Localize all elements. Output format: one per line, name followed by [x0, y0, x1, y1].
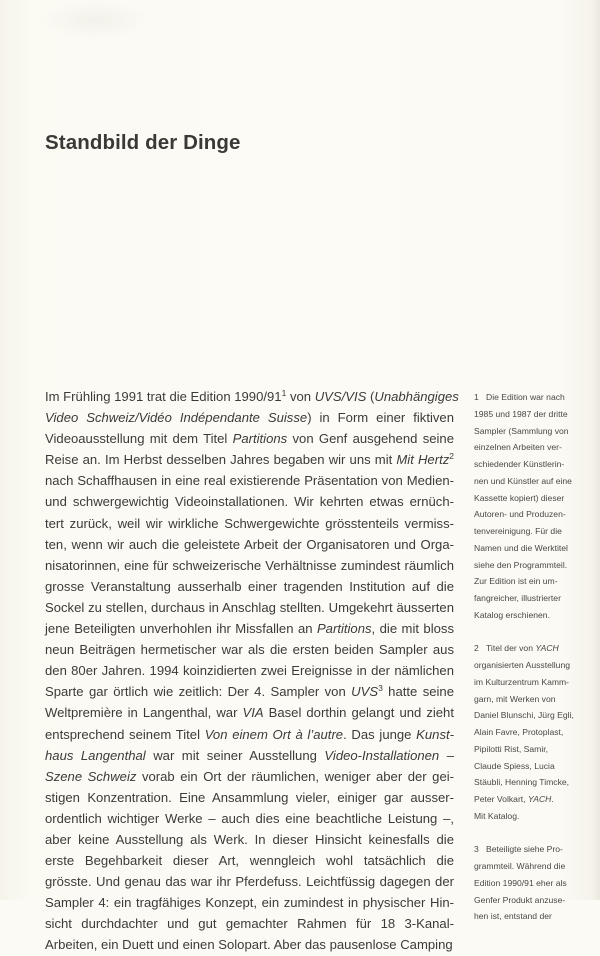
footnote-line [474, 456, 600, 473]
footnote-line [474, 423, 600, 440]
footnote-line [474, 875, 600, 892]
body-line [45, 428, 454, 449]
text-run: tert zurück, weil wir wirkliche Schwergewichte grösstenteils vermiss- [45, 515, 454, 531]
text-run: hatte seine [382, 684, 454, 700]
page-title: Standbild der Dinge [45, 131, 241, 154]
text-run: von Genf ausgehend seine [287, 431, 454, 447]
footnote-line [474, 657, 600, 674]
text-run: organisierten Ausstellung [474, 660, 571, 670]
italic-term: haus Langenthal [45, 747, 146, 763]
text-run: und schwergewichtig Videoinstallationen. Wir kehrten etwas ernüch- [45, 494, 454, 510]
footnote-line [474, 406, 600, 423]
text-run: Kassette kopiert) dieser [474, 492, 565, 503]
text-run: Beteiligte siehe Pro- [486, 844, 563, 855]
text-run: Alain Favre, Protoplast, [474, 727, 564, 737]
text-run: Sampler 4: ein tragfähiges Konzept, ein zumindest in physischer Hin- [45, 895, 454, 911]
body-line [45, 386, 459, 407]
body-line [45, 766, 454, 787]
body-line [45, 871, 454, 892]
footnote-line [474, 774, 600, 791]
body-paragraph [45, 386, 459, 956]
body-line [45, 449, 454, 470]
footnotes-column [474, 389, 600, 942]
footnote-line [474, 724, 600, 741]
body-line [45, 681, 454, 702]
body-line [45, 829, 454, 850]
text-run: aber keine Ausstellung als Werk. In dieser Hinsicht keinesfalls die [45, 831, 454, 847]
italic-term: Unabhängiges [374, 389, 459, 404]
body-line [45, 934, 454, 955]
footnote-line [474, 841, 600, 858]
body-line [45, 491, 454, 512]
text-run: Namen und die Werktitel [474, 542, 568, 553]
text-run: Sparte gar örtlich wie zeitlich: Der 4. Sampler von [45, 684, 352, 700]
text-run: , die mit bloss [371, 621, 454, 637]
text-run: ) in Form einer fiktiven [307, 410, 454, 426]
text-run: Autoren- und Produzen- [474, 509, 566, 520]
text-run: 1985 und 1987 der dritte [474, 408, 568, 419]
text-run: Peter Volkart, [474, 794, 528, 804]
italic-term: VIA [242, 705, 264, 721]
text-run: Mit Katalog. [474, 810, 520, 821]
footnote-line [474, 490, 600, 507]
italic-term: YACH [527, 794, 552, 804]
body-line [45, 618, 454, 639]
italic-term: Partitions [316, 621, 372, 637]
italic-term: YACH [535, 643, 559, 654]
footnote-line [474, 707, 600, 724]
body-line [45, 576, 454, 597]
text-run: Sockel zu stellen, durchaus in Anschlag stellten. Umgekehrt äusserten [45, 599, 454, 615]
text-run: nach Schaffhausen in eine real existierende Präsentation von Medien- [45, 473, 454, 489]
text-run: Stäubli, Henning Timcke, [474, 777, 570, 788]
body-line [45, 913, 454, 934]
italic-term: UVS/VIS [314, 389, 367, 404]
footnote-number: 3 [474, 844, 479, 855]
text-run: stigen Konzentration. Eine Ansammlung vieler, einiger gar ausser- [45, 789, 454, 805]
text-run: grammteil. Während die [474, 861, 566, 871]
text-run: ( [366, 389, 375, 404]
text-run: tenvereinigung. Für die [474, 526, 562, 536]
text-run: Pipilotti Rist, Samir, [474, 743, 549, 754]
text-run: jene Beteiligten unverhohlen ihr Missfallen an [45, 621, 317, 637]
text-run: im Kulturzentrum Kamm- [474, 676, 570, 687]
italic-term: Video-Installationen – [324, 747, 454, 763]
text-run: Basel dorthin gelangt und zieht [263, 705, 454, 721]
text-run: sicht durchdachter und gut gemachter Rahmen für 18 3-Kanal- [45, 916, 454, 932]
text-run: ordentlich wichtiger Werke – auch dies eine beachtliche Leistung –, [45, 810, 454, 826]
text-run: . [551, 794, 554, 804]
show-through-ghost [40, 0, 150, 40]
text-run: Genfer Produkt anzuse- [474, 894, 566, 905]
footnote-line [474, 607, 600, 624]
text-run: Katalog erschienen. [474, 609, 550, 620]
footnote-line [474, 557, 600, 574]
text-run: Titel der von [486, 643, 536, 654]
body-line [45, 745, 454, 766]
footnote-line [474, 808, 600, 825]
footnote-3 [474, 841, 600, 925]
text-run: siehe den Programmteil. [474, 559, 568, 570]
italic-term: Mit Hertz [396, 452, 450, 468]
footnote-line [474, 590, 600, 607]
footnote-line [474, 674, 600, 691]
text-run: Edition 1990/91 eher als [474, 877, 567, 888]
text-run: grosse Veranstaltung ausserhalb einer tragenden Institution auf die [45, 578, 454, 594]
footnote-line [474, 640, 600, 657]
italic-term: Szene Schweiz [45, 768, 137, 784]
text-run: grösste. Und genau das war ihr Pferdefuss. Leichtfüssig dagegen der [45, 874, 454, 890]
body-line [45, 407, 454, 428]
text-run: vorab ein Ort der räumlichen, weniger aber der gei- [136, 768, 454, 784]
body-line [45, 534, 454, 555]
text-run: garn, mit Werken von [474, 693, 556, 704]
text-run: ten, wenn wir auch die geleistete Arbeit der Organisatoren und Orga- [45, 536, 454, 552]
footnote-line [474, 473, 600, 490]
italic-term: Video Schweiz/Vidéo Indépendante Suisse [45, 410, 308, 426]
body-line [45, 555, 454, 576]
text-run: nen und Künstler auf eine [474, 475, 572, 486]
footnote-line [474, 506, 600, 523]
text-run: Claude Spiess, Lucia [474, 760, 555, 771]
footnote-line [474, 540, 600, 557]
footnote-reference: 2 [449, 451, 454, 462]
footnote-number: 2 [474, 643, 479, 654]
footnote-line [474, 741, 600, 758]
text-run: Im Frühling 1991 trat die Edition 1990/91 [45, 389, 282, 404]
text-run: entsprechend seinem Titel [45, 726, 205, 742]
text-run: war mit seiner Ausstellung [145, 747, 325, 763]
body-line [45, 470, 454, 491]
text-run: schiedender Künstlerin- [474, 459, 565, 469]
text-run: Zur Edition ist ein um- [474, 576, 558, 587]
body-line [45, 724, 454, 745]
footnote-line [474, 389, 600, 406]
footnote-line [474, 523, 600, 540]
text-run: Videoausstellung mit dem Titel [45, 431, 233, 447]
text-run: Die Edition war nach [486, 392, 565, 402]
text-run: erste Begehbarkeit dieser Art, wenngleich wohl tatsächlich die [45, 853, 454, 869]
text-run: nisatorinnen, eine für schweizerische Verhältnisse zumindest räumlich [45, 557, 454, 573]
text-run: von [286, 389, 315, 404]
text-run: Daniel Blunschi, Jürg Egli, [474, 710, 574, 721]
footnote-2 [474, 640, 600, 824]
body-line [45, 808, 454, 829]
italic-term: Partitions [232, 431, 288, 447]
footnote-line [474, 908, 600, 925]
footnote-reference: 1 [281, 388, 287, 398]
footnote-line [474, 858, 600, 875]
body-line [45, 702, 454, 723]
footnote-reference: 3 [378, 683, 383, 694]
text-run: fangreicher, illustrierter [474, 593, 561, 603]
italic-term: Kunst- [416, 726, 454, 742]
text-run: einzelnen Arbeiten ver- [474, 442, 562, 453]
footnote-line [474, 791, 600, 808]
body-line [45, 850, 454, 871]
footnote-line [474, 439, 600, 456]
text-run: neun Beiträgen hermetischer war als die ersten beiden Sampler aus [45, 642, 454, 658]
text-run: Sampler (Sammlung von [474, 425, 569, 436]
text-run: den 80er Jahren. 1994 koinzidierten zwei Ereignisse in der nämlichen [45, 663, 454, 679]
text-run: Arbeiten, ein Duett und einen Solopart. Aber das pausenlose Camping [45, 937, 453, 953]
body-line [45, 597, 454, 618]
footnote-number: 1 [474, 392, 479, 402]
body-line [45, 513, 454, 534]
text-run: hen ist, entstand der [474, 911, 552, 922]
body-line [45, 787, 454, 808]
text-run: Weltpremière in Langenthal, war [45, 705, 243, 721]
text-run: . Das junge [343, 726, 417, 742]
footnote-line [474, 573, 600, 590]
body-line [45, 892, 454, 913]
footnote-1 [474, 389, 600, 624]
italic-term: Von einem Ort à l’autre [204, 726, 344, 742]
footnote-line [474, 758, 600, 775]
italic-term: UVS [351, 684, 379, 700]
body-line [45, 660, 454, 681]
text-run: Reise an. Im Herbst desselben Jahres begaben wir uns mit [45, 452, 397, 468]
footnote-line [474, 691, 600, 708]
body-line [45, 639, 454, 660]
